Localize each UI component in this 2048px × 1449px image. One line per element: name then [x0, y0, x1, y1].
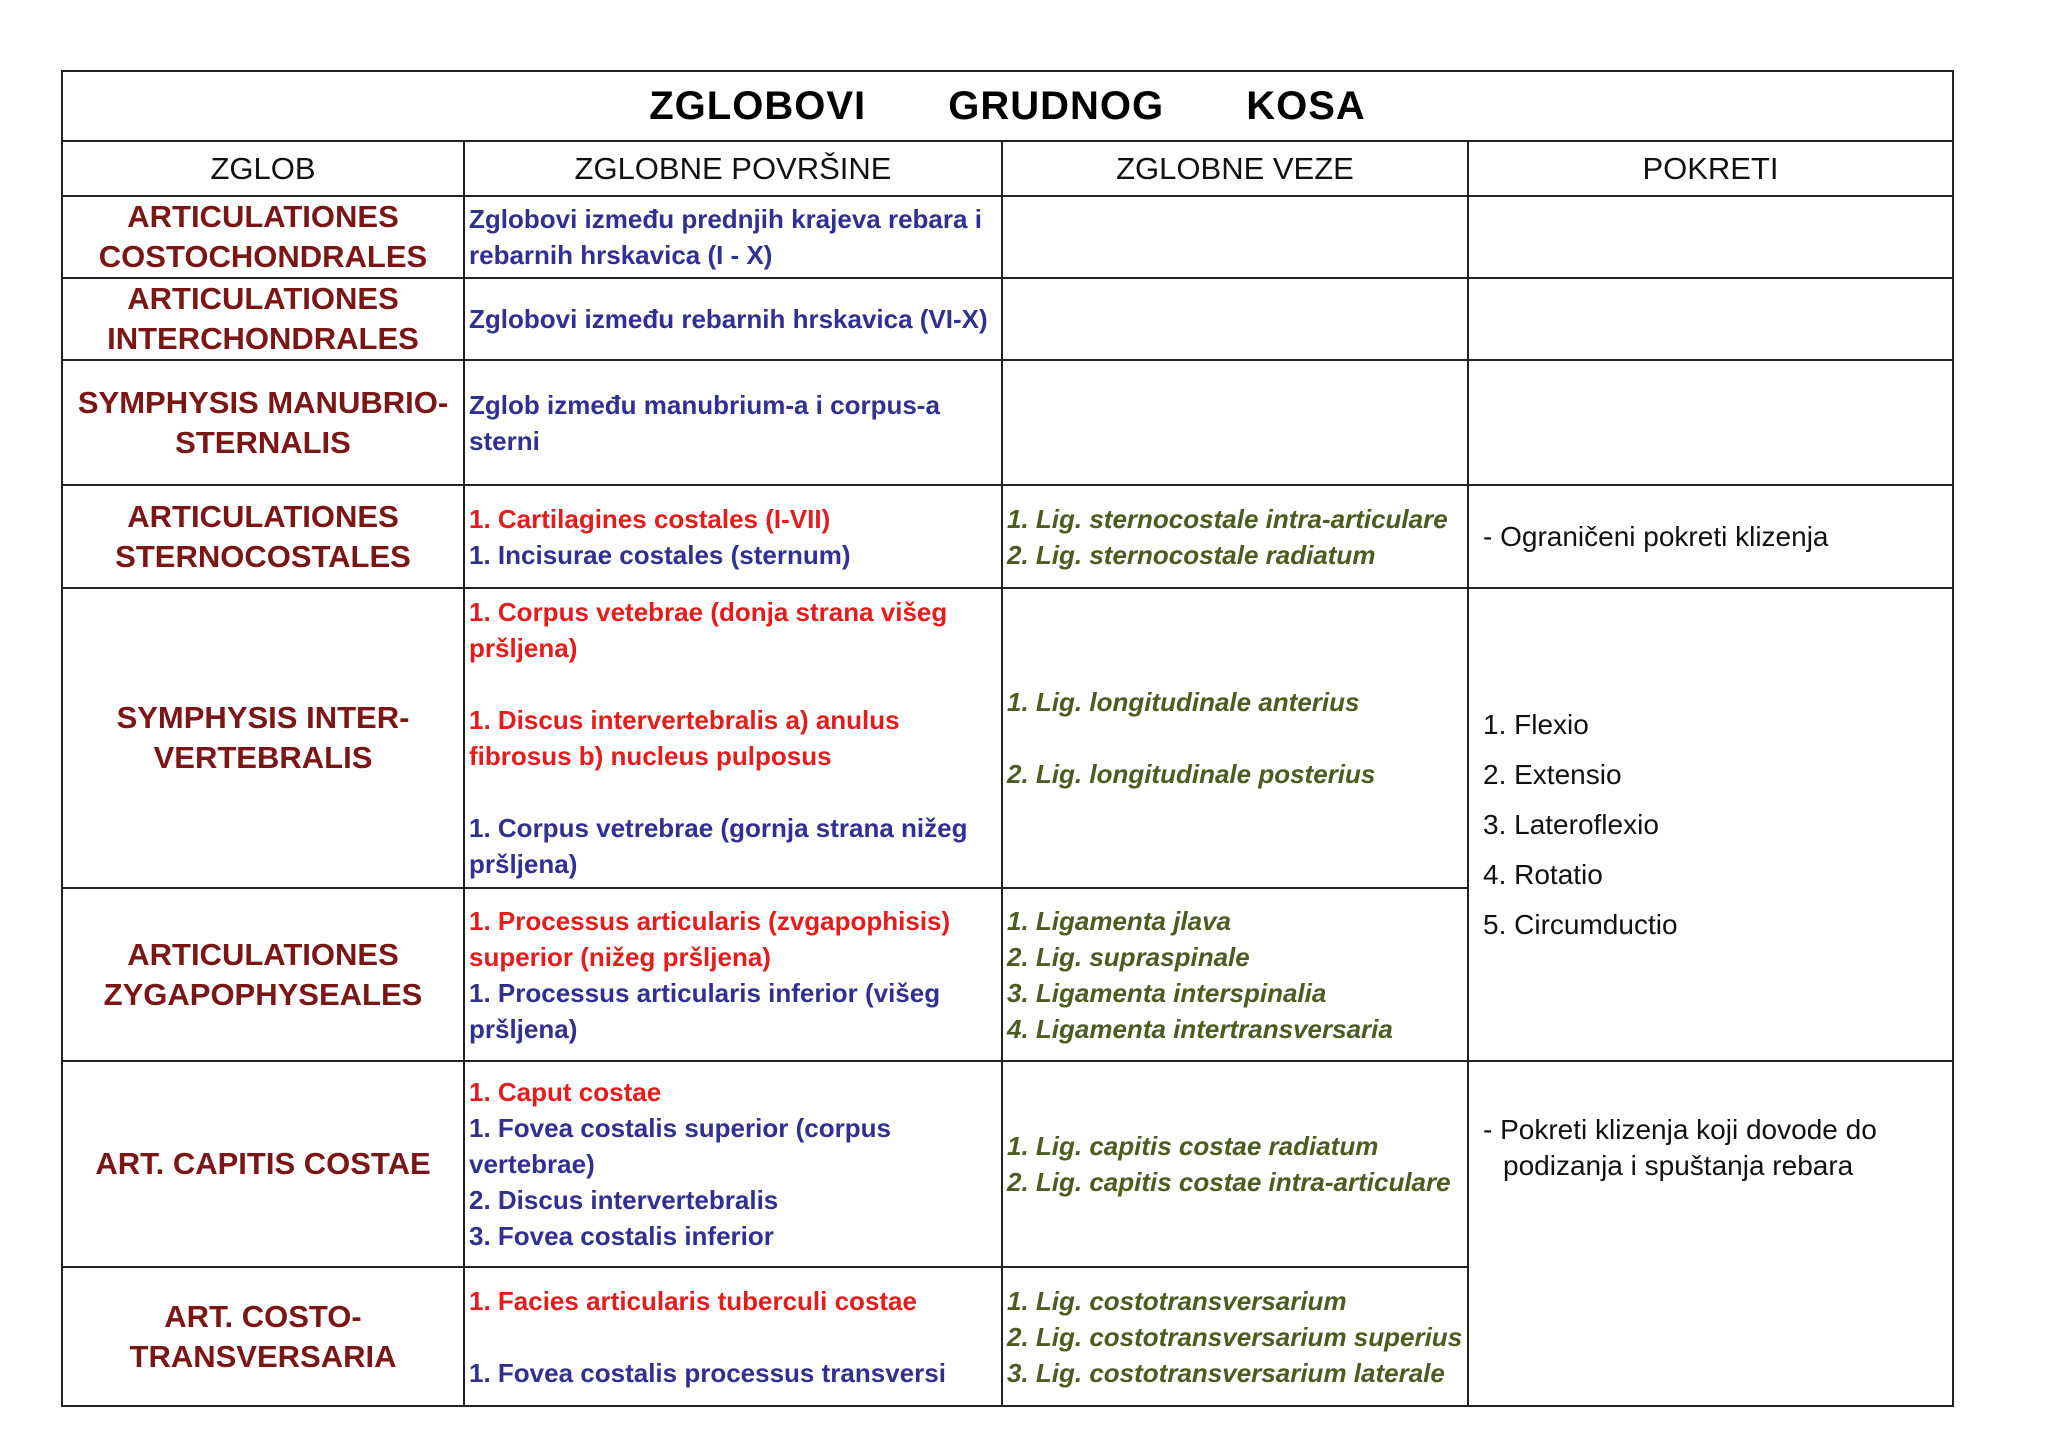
movement-item: 1. Flexio: [1483, 708, 1589, 740]
ligament-item: 1. Lig. sternocostale intra-articulare: [1007, 503, 1448, 534]
joint-name: SYMPHYSIS MANUBRIO-STERNALIS: [62, 360, 464, 485]
table-row: [62, 278, 1953, 360]
table-row: [62, 485, 1953, 588]
movements-cell: [1468, 196, 1953, 278]
surface-item: 1. Caput costae: [469, 1077, 662, 1107]
movement-text: - Ograničeni pokreti klizenja: [1483, 520, 1829, 552]
joint-name: ARTICULATIONES INTERCHONDRALES: [62, 278, 464, 360]
movement-item: 4. Rotatio: [1483, 858, 1603, 890]
surfaces-cell: [464, 360, 1002, 485]
header-surfaces: ZGLOBNE POVRŠINE: [464, 141, 1002, 196]
surfaces-cell: [464, 1061, 1002, 1267]
movements-cell: [1468, 278, 1953, 360]
surface-item: Zglobovi između prednjih krajeva rebara i rebarnih hrskavica (I - X): [469, 204, 982, 270]
movements-cell: [1468, 1061, 1953, 1406]
ligament-item: 3. Ligamenta interspinalia: [1007, 977, 1327, 1008]
ligaments-cell: [1002, 196, 1468, 278]
ligament-item: 2. Lig. sternocostale radiatum: [1007, 539, 1376, 570]
ligament-item: 3. Lig. costotransversarium laterale: [1007, 1357, 1445, 1388]
movement-text: - Pokreti klizenja koji dovode do podizanja i spuštanja rebara: [1483, 1114, 1877, 1181]
surface-item: 1. Corpus vetebrae (donja strana višeg pršljena): [469, 597, 948, 663]
surface-item: 1. Corpus vetrebrae (gornja strana nižeg pršljena): [469, 813, 968, 879]
joint-name: ARTICULATIONES STERNOCOSTALES: [62, 485, 464, 588]
ligaments-cell: [1002, 1061, 1468, 1267]
surfaces-cell: [464, 1267, 1002, 1406]
surfaces-cell: [464, 278, 1002, 360]
movement-item: 5. Circumductio: [1483, 908, 1678, 940]
surface-item: 1. Fovea costalis processus transversi: [469, 1357, 946, 1388]
ligament-item: 2. Lig. supraspinale: [1007, 941, 1250, 972]
surface-item: 1. Discus intervertebralis a) anulus fibrosus b) nucleus pulposus: [469, 705, 900, 771]
surface-item: 1. Cartilagines costales (I-VII): [469, 503, 831, 534]
table-row: [62, 1061, 1953, 1267]
ligaments-cell: [1002, 1267, 1468, 1406]
movement-item: 3. Lateroflexio: [1483, 808, 1659, 840]
surface-item: 2. Discus intervertebralis: [469, 1185, 779, 1215]
ligament-item: 4. Ligamenta intertransversaria: [1007, 1013, 1393, 1044]
table-row: [62, 588, 1953, 888]
header-ligaments: ZGLOBNE VEZE: [1002, 141, 1468, 196]
ligament-item: 2. Lig. longitudinale posterius: [1007, 759, 1376, 789]
ligaments-cell: [1002, 485, 1468, 588]
surface-item: 1. Incisurae costales (sternum): [469, 539, 851, 570]
ligaments-cell: [1002, 278, 1468, 360]
ligaments-cell: [1002, 588, 1468, 888]
ligament-item: 1. Lig. costotransversarium: [1007, 1285, 1347, 1316]
surfaces-cell: [464, 888, 1002, 1061]
joint-name: ARTICULATIONES COSTOCHONDRALES: [62, 196, 464, 278]
joint-name: ART. CAPITIS COSTAE: [62, 1061, 464, 1267]
joint-name: SYMPHYSIS INTER-VERTEBRALIS: [62, 588, 464, 888]
ligament-item: 1. Ligamenta jlava: [1007, 905, 1231, 936]
movements-cell: [1468, 588, 1953, 1061]
surface-item: 1. Fovea costalis superior (corpus vertebrae): [469, 1113, 891, 1179]
header-movements: POKRETI: [1468, 141, 1953, 196]
surfaces-cell: [464, 196, 1002, 278]
surfaces-cell: [464, 588, 1002, 888]
surface-item: Zglobovi između rebarnih hrskavica (VI-X): [469, 304, 988, 334]
table-row: [62, 196, 1953, 278]
table-title: ZGLOBOVI GRUDNOG KOSA: [62, 71, 1953, 141]
movement-item: 2. Extensio: [1483, 758, 1622, 790]
surface-item: 3. Fovea costalis inferior: [469, 1221, 774, 1251]
joint-name: ART. COSTO-TRANSVERSARIA: [62, 1267, 464, 1406]
ligaments-cell: [1002, 360, 1468, 485]
surface-item: 1. Processus articularis (zvgapophisis) superior (nižeg pršljena): [469, 905, 951, 972]
ligament-item: 1. Lig. capitis costae radiatum: [1007, 1131, 1379, 1161]
surface-item: 1. Processus articularis inferior (višeg pršljena): [469, 977, 941, 1044]
ligament-item: 2. Lig. costotransversarium superius: [1007, 1321, 1463, 1352]
movements-cell: [1468, 485, 1953, 588]
joint-name: ARTICULATIONES ZYGAPOPHYSEALES: [62, 888, 464, 1061]
surface-item: 1. Facies articularis tuberculi costae: [469, 1285, 917, 1316]
ligament-item: 2. Lig. capitis costae intra-articulare: [1007, 1167, 1451, 1197]
ligaments-cell: [1002, 888, 1468, 1061]
surfaces-cell: [464, 485, 1002, 588]
ligament-item: 1. Lig. longitudinale anterius: [1007, 687, 1360, 717]
movements-cell: [1468, 360, 1953, 485]
joints-table: [61, 70, 1954, 1407]
header-joint: ZGLOB: [62, 141, 464, 196]
surface-item: Zglob između manubrium-a i corpus-a sterni: [469, 389, 940, 456]
table-row: [62, 360, 1953, 485]
